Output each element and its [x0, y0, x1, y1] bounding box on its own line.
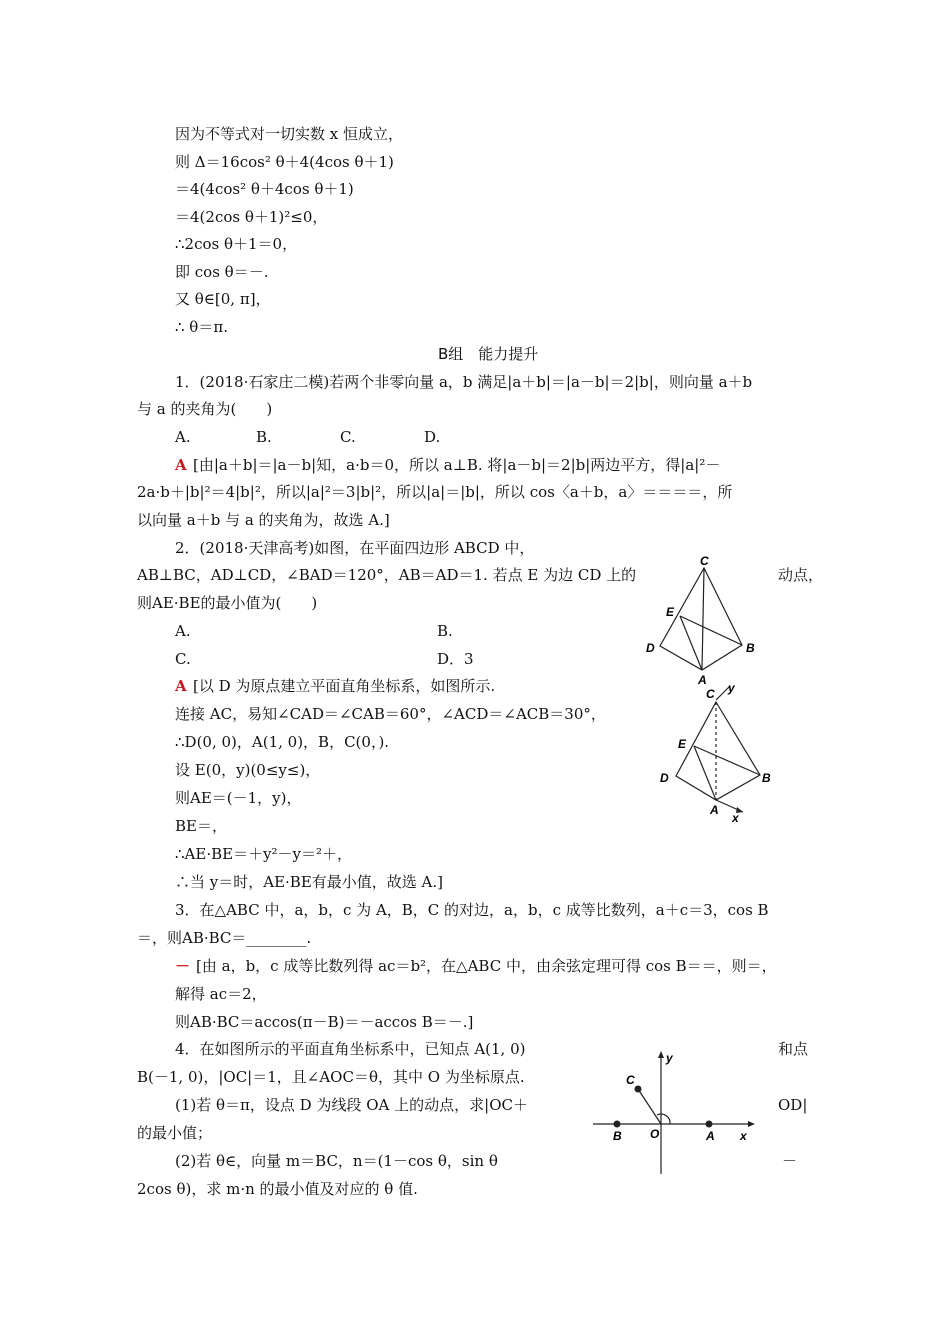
- point-label: D: [660, 771, 669, 785]
- option-d: D．3: [437, 650, 474, 668]
- point-label: E: [678, 737, 687, 751]
- text-line: AB⊥BC，AD⊥CD，∠BAD＝120°，AB＝AD＝1. 若点 E 为边 CD 上的: [137, 566, 637, 584]
- point-label: C: [626, 1073, 635, 1087]
- axis-label: x: [740, 1129, 747, 1143]
- text-line: 解得 ac＝2，: [175, 985, 267, 1003]
- text-line: 动点，: [778, 566, 824, 584]
- option-b: B.: [437, 622, 453, 640]
- figure-coordinate-plane: [588, 1048, 763, 1178]
- point-label: A: [706, 1129, 715, 1143]
- option-c: C.: [340, 428, 356, 446]
- answer-letter: A: [175, 456, 187, 474]
- text-line: 则AE·BE的最小值为( ): [137, 594, 318, 612]
- text-line: 则AB·BC＝accos(π－B)＝－accos B＝－.]: [175, 1013, 474, 1031]
- point-c-dot: [635, 1086, 642, 1093]
- point-label: C: [706, 687, 715, 701]
- point-label: D: [646, 641, 655, 655]
- x-arrow-icon: [748, 1121, 755, 1127]
- point-label: A: [698, 673, 707, 687]
- problem-4-stem: 4．在如图所示的平面直角坐标系中，已知点 A(1, 0): [175, 1040, 526, 1058]
- figure-coordinate-quadrilateral: [648, 680, 788, 825]
- problem-2-stem: 2．(2018·天津高考)如图，在平面四边形 ABCD 中，: [175, 539, 535, 557]
- text-line: ∴2cos θ＋1＝0，: [175, 235, 298, 253]
- text-line: (1)若 θ＝π，设点 D 为线段 OA 上的动点，求|OC＋: [175, 1096, 528, 1114]
- text-line: 则 Δ＝16cos² θ＋4(4cos θ＋1): [175, 153, 394, 171]
- text-line: [由|a＋b|＝|a－b|知，a·b＝0，所以 a⊥B. 将|a－b|＝2|b|两边平方，得|a|²－: [193, 456, 721, 474]
- text-line: 以向量 a＋b 与 a 的夹角为，故选 A.]: [137, 511, 390, 529]
- text-line: 又 θ∈[0, π]，: [175, 290, 271, 308]
- section-title: B组 能力提升: [438, 345, 539, 363]
- point-label: B: [746, 641, 755, 655]
- option-d: D.: [424, 428, 441, 446]
- text-line: ∴当 y＝时，AE·BE有最小值，故选 A.]: [175, 873, 443, 891]
- text-line: ＝4(4cos² θ＋4cos θ＋1): [175, 180, 354, 198]
- problem-1-stem: 1．(2018·石家庄二模)若两个非零向量 a，b 满足|a＋b|＝|a－b|＝2|b|，则向量 a＋b: [175, 373, 753, 391]
- text-line: [由 a，b，c 成等比数列得 ac＝b²，在△ABC 中，由余弦定理可得 cos B＝＝，则＝，: [196, 957, 777, 975]
- text-line: ∴ θ＝π.: [175, 318, 228, 336]
- y-arrow-icon: [658, 1051, 664, 1058]
- option-a: A.: [175, 622, 191, 640]
- point-label: B: [762, 771, 771, 785]
- text-line: ＝4(2cos θ＋1)²≤0，: [175, 208, 328, 226]
- axis-label: x: [732, 811, 739, 825]
- text-line: OD|: [778, 1096, 808, 1114]
- axis-label: y: [728, 681, 735, 695]
- text-line: [以 D 为原点建立平面直角坐标系，如图所示.: [193, 677, 496, 695]
- option-a: A.: [175, 428, 191, 446]
- point-label: A: [710, 803, 719, 817]
- option-c: C.: [175, 650, 191, 668]
- text-line: 和点: [778, 1040, 809, 1058]
- text-line: 则AE＝(－1，y)，: [175, 789, 302, 807]
- text-line: ∴D(0, 0)，A(1, 0)，B，C(0，).: [175, 733, 390, 751]
- figure-quadrilateral: [636, 552, 766, 687]
- point-a-dot: [706, 1121, 713, 1128]
- text-line: (2)若 θ∈，向量 m＝BC，n＝(1－cos θ，sin θ: [175, 1152, 498, 1170]
- axis-label: y: [666, 1051, 673, 1065]
- point-label: O: [650, 1127, 660, 1141]
- point-label: C: [700, 554, 709, 568]
- option-b: B.: [256, 428, 272, 446]
- text-line: 即 cos θ＝－.: [175, 263, 269, 281]
- text-line: 与 a 的夹角为( ): [137, 400, 273, 418]
- answer-value: －: [175, 957, 191, 975]
- text-line: ∴AE·BE＝＋y²－y＝²＋，: [175, 845, 353, 863]
- text-line: －: [782, 1152, 798, 1170]
- text-line: 2cos θ)，求 m·n 的最小值及对应的 θ 值.: [137, 1180, 418, 1198]
- text-line: 2a·b＋|b|²＝4|b|²，所以|a|²＝3|b|²，所以|a|＝|b|，所以 cos〈a＋b，a〉＝＝＝＝，所: [137, 483, 733, 501]
- problem-3-stem: 3．在△ABC 中，a，b，c 为 A，B，C 的对边，a，b，c 成等比数列，a＋c＝3，cos B: [175, 901, 769, 919]
- text-line: 的最小值；: [137, 1124, 213, 1142]
- point-label: B: [613, 1129, 622, 1143]
- answer-letter: A: [175, 677, 187, 695]
- text-line: ＝，则AB·BC＝________.: [137, 929, 312, 947]
- text-line: 连接 AC，易知∠CAD＝∠CAB＝60°，∠ACD＝∠ACB＝30°，: [175, 705, 606, 723]
- text-line: 设 E(0，y)(0≤y≤)，: [175, 761, 321, 779]
- text-line: BE＝，: [175, 817, 227, 835]
- point-b-dot: [614, 1121, 621, 1128]
- text-line: B(－1, 0)，|OC|＝1，且∠AOC＝θ，其中 O 为坐标原点.: [137, 1068, 525, 1086]
- text-line: 因为不等式对一切实数 x 恒成立，: [175, 125, 403, 143]
- point-label: E: [666, 605, 675, 619]
